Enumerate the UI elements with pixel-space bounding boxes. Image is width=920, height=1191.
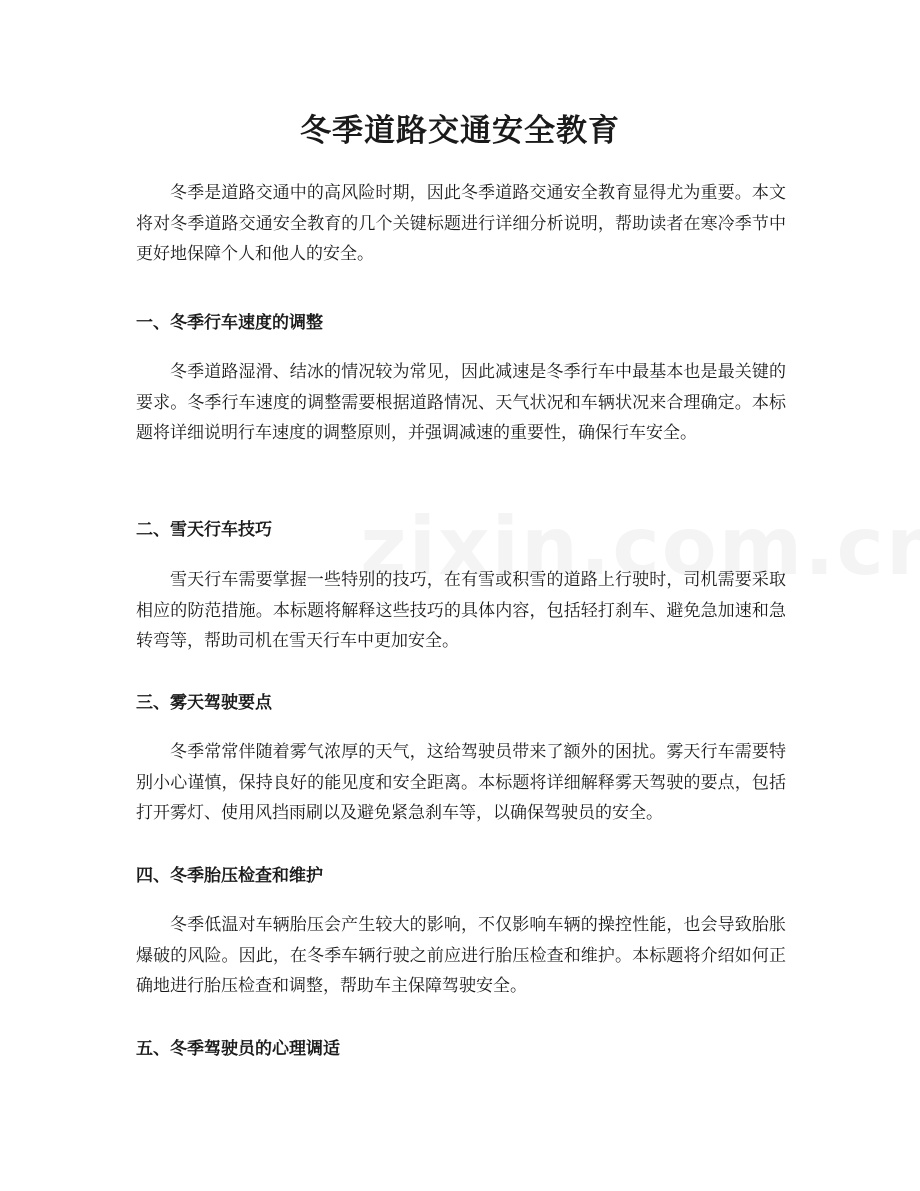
section-heading-1: 一、冬季行车速度的调整: [136, 313, 323, 333]
section-heading-2: 二、雪天行车技巧: [136, 520, 272, 540]
section-heading-3: 三、雾天驾驶要点: [136, 693, 272, 713]
section-heading-5: 五、冬季驾驶员的心理调适: [136, 1039, 340, 1059]
intro-paragraph: 冬季是道路交通中的高风险时期，因此冬季道路交通安全教育显得尤为重要。本文将对冬季道路交通安全教育的几个关键标题进行详细分析说明，帮助读者在寒冷季节中更好地保障个人和他人的安全。: [136, 183, 786, 264]
section-body-4: 冬季低温对车辆胎压会产生较大的影响，不仅影响车辆的操控性能，也会导致胎胀爆破的风险。因此，在冬季车辆行驶之前应进行胎压检查和维护。本标题将介绍如何正确地进行胎压检查和调整，帮助车主保障驾驶安全。: [136, 915, 786, 996]
section-body-2: 雪天行车需要掌握一些特别的技巧，在有雪或积雪的道路上行驶时，司机需要采取相应的防范措施。本标题将解释这些技巧的具体内容，包括轻打刹车、避免急加速和急转弯等，帮助司机在雪天行车中更加安全。: [136, 570, 786, 651]
document-title: 冬季道路交通安全教育: [300, 113, 620, 149]
section-body-3: 冬季常常伴随着雾气浓厚的天气，这给驾驶员带来了额外的困扰。雾天行车需要特别小心谨慎，保持良好的能见度和安全距离。本标题将详细解释雾天驾驶的要点，包括打开雾灯、使用风挡雨刷以及避免紧急刹车等，以确保驾驶员的安全。: [136, 742, 786, 823]
section-heading-4: 四、冬季胎压检查和维护: [136, 866, 323, 886]
section-body-1: 冬季道路湿滑、结冰的情况较为常见，因此减速是冬季行车中最基本也是最关键的要求。冬季行车速度的调整需要根据道路情况、天气状况和车辆状况来合理确定。本标题将详细说明行车速度的调整原则，并强调减速的重要性，确保行车安全。: [136, 362, 786, 443]
